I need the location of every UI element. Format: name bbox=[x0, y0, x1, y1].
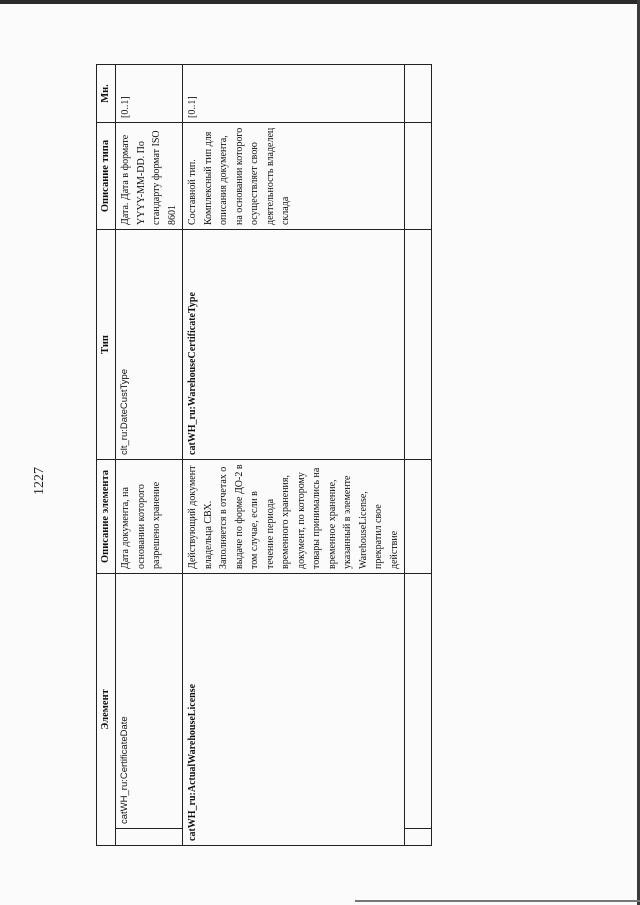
indent-gutter bbox=[405, 828, 431, 845]
header-element: Элемент bbox=[97, 574, 116, 846]
element-name: catWH_ru:CertificateDate bbox=[119, 716, 131, 824]
cell-element bbox=[116, 574, 183, 846]
cell-type: catWH_ru:WarehouseCertificateType bbox=[183, 230, 405, 460]
empty-cell bbox=[405, 230, 432, 460]
cell-type: clt_ru:DateCustType bbox=[116, 230, 183, 460]
scan-edge-top bbox=[0, 0, 640, 4]
cell-type-desc: Составной тип. Комплексный тип для описания документа, на основании которого осуществляет свою деятельность владелец склада bbox=[183, 123, 405, 230]
empty-cell bbox=[405, 820, 431, 828]
cell-element-desc: Действующий документ владельца СВХ. Заполняется в отчетах о выдаче по форме ДО-2 в том случае, если в течение периода временного хранения, документ, по которому товары принимались на временное хранение, указанный в элементе WarehouseLicense, прекратил свое действие bbox=[183, 460, 405, 574]
table-row bbox=[116, 65, 183, 846]
empty-cell bbox=[405, 65, 432, 123]
header-mn: Мн. bbox=[97, 65, 116, 123]
cell-element-desc: Дата документа, на основании которого разрешено хранение bbox=[116, 460, 183, 574]
cell-element: catWH_ru:ActualWarehouseLicense bbox=[183, 574, 405, 846]
empty-cell bbox=[405, 123, 432, 230]
empty-cell bbox=[405, 460, 432, 574]
table-row bbox=[183, 65, 405, 846]
page-number: 1227 bbox=[32, 467, 47, 495]
cell-element bbox=[405, 574, 432, 846]
cell-mn: [0..1] bbox=[183, 65, 405, 123]
table-header-row bbox=[97, 65, 116, 846]
header-type-desc: Описание типа bbox=[97, 123, 116, 230]
table-frame bbox=[96, 65, 400, 846]
spec-table bbox=[96, 64, 432, 846]
cell-type-desc: Дата. Дата в формате YYYY-MM-DD. По стандарту формат ISO 8601 bbox=[116, 123, 183, 230]
indent-gutter bbox=[116, 828, 182, 845]
header-type: Тип bbox=[97, 230, 116, 460]
header-element-desc: Описание элемента bbox=[97, 460, 116, 574]
scan-edge-bottom bbox=[355, 900, 640, 902]
table-row bbox=[405, 65, 432, 846]
cell-mn: [0..1] bbox=[116, 65, 183, 123]
